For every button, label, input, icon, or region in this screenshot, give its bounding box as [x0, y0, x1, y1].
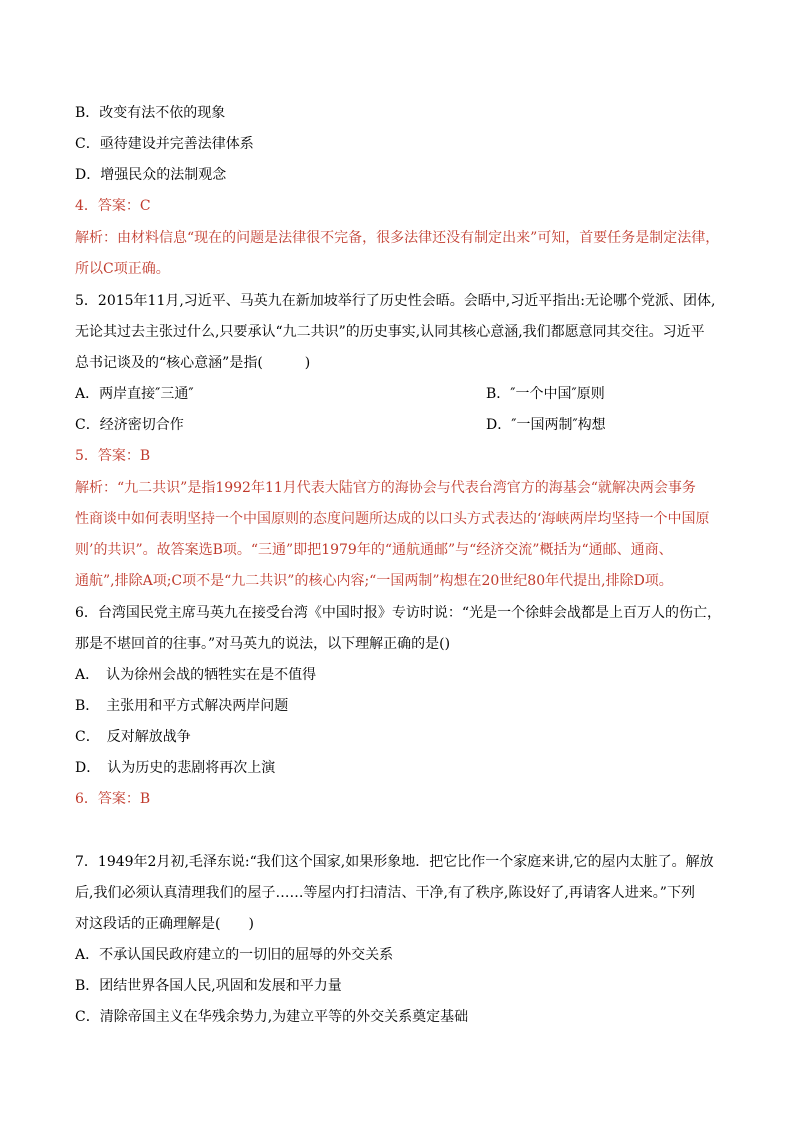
q6-option-d: D． 认为历史的悲剧将再次上演	[75, 760, 276, 776]
q4-option-c: C．亟待建设并完善法律体系	[75, 136, 254, 152]
q7-stem-line-1: 7．1949年2月初,毛泽东说:“我们这个国家,如果形象地．把它比作一个家庭来讲,它的屋内太脏了。解放	[75, 854, 714, 870]
q4-option-b: B．改变有法不依的现象	[75, 105, 226, 121]
q5-explanation-line-2: 性商谈中如何表明坚持一个中国原则的态度问题所达成的以口头方式表达的‘海峡两岸均坚持一个中国原	[75, 511, 710, 527]
q6-option-a: A． 认为徐州会战的牺牲实在是不值得	[75, 667, 317, 683]
q5-explanation-line-3: 则’的共识”。故答案选B项。“三通”即把1979年的“通航通邮”与“经济交流”概括为“通邮、通商、	[75, 542, 673, 558]
q6-stem-line-1: 6．台湾国民党主席马英九在接受台湾《中国时报》专访时说：“光是一个徐蚌会战都是上百万人的伤亡，	[75, 605, 722, 621]
q7-option-a: A．不承认国民政府建立的一切旧的屈辱的外交关系	[75, 947, 394, 963]
q7-option-c: C．清除帝国主义在华残余势力,为建立平等的外交关系奠定基础	[75, 1009, 469, 1025]
q4-explanation-line-2: 所以C项正确。	[75, 261, 170, 277]
q4-option-d: D．增强民众的法制观念	[75, 167, 227, 183]
q4-explanation-line-1: 解析：由材料信息“现在的问题是法律很不完备，很多法律还没有制定出来”可知，首要任务是制定法律，	[75, 230, 720, 246]
q6-answer: 6．答案：B	[75, 791, 151, 807]
q6-option-c: C． 反对解放战争	[75, 729, 191, 745]
q5-explanation-line-4: 通航”,排除A项;C项不是“九二共识”的核心内容;“一国两制”构想在20世纪80年代提出,排除D项。	[75, 573, 673, 589]
q4-answer: 4．答案：C	[75, 198, 151, 214]
q5-option-c: C．经济密切合作	[75, 417, 184, 433]
q5-stem-line-3: 总书记谈及的“核心意涵”是指( )	[75, 355, 311, 371]
q5-answer: 5．答案：B	[75, 448, 151, 464]
q7-option-b: B．团结世界各国人民,巩固和发展和平力量	[75, 978, 342, 994]
q7-stem-line-2: 后,我们必须认真清理我们的屋子……等屋内打扫清洁、干净,有了秩序,陈设好了,再请客人进来。”下列	[75, 885, 695, 901]
q5-option-b: B．″一个中国″原则	[486, 386, 605, 402]
q7-stem-line-3: 对这段话的正确理解是( )	[75, 916, 254, 932]
q5-option-a: A．两岸直接″三通″	[75, 386, 194, 402]
q6-stem-line-2: 那是不堪回首的往事。”对马英九的说法，以下理解正确的是()	[75, 636, 451, 652]
q5-option-d: D．″一国两制″构想	[486, 417, 606, 433]
q5-explanation-line-1: 解析：“九二共识”是指1992年11月代表大陆官方的海协会与代表台湾官方的海基会“就解决两会事务	[75, 480, 696, 496]
q5-stem-line-1: 5．2015年11月,习近平、马英九在新加坡举行了历史性会晤。会晤中,习近平指出:无论哪个党派、团体,	[75, 293, 716, 309]
q5-stem-line-2: 无论其过去主张过什么,只要承认“九二共识”的历史事实,认同其核心意涵,我们都愿意同其交往。习近平	[75, 324, 705, 340]
q6-option-b: B． 主张用和平方式解决两岸问题	[75, 698, 289, 714]
